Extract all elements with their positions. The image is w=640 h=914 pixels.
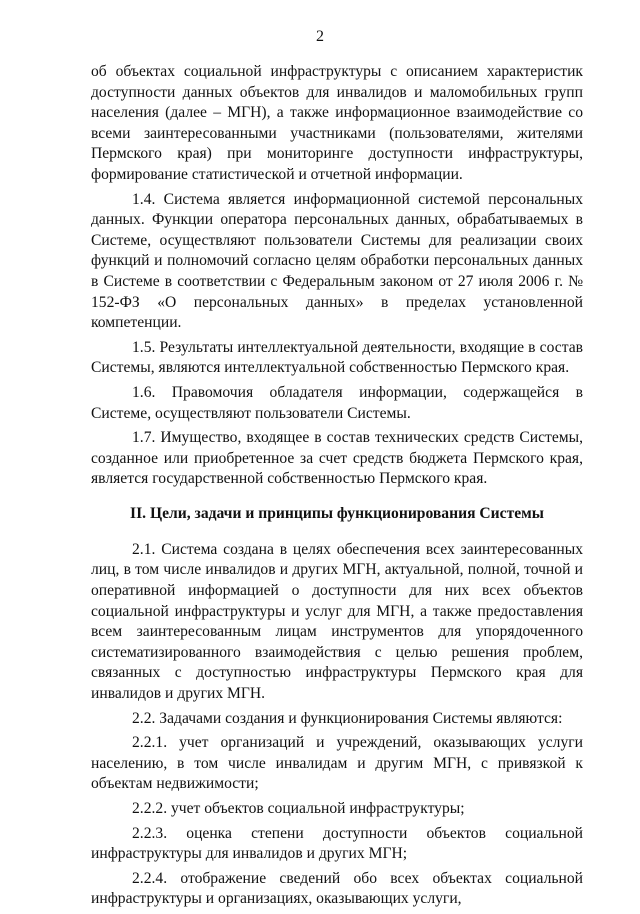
paragraph-2-2-1: 2.2.1. учет организаций и учреждений, оказывающих услуги населению, в том числе инвалидам и другим МГН, с привязкой к объектам недвижимости;	[91, 734, 583, 793]
document-body	[91, 62, 583, 914]
paragraph-continuation: об объектах социальной инфраструктуры с описанием характеристик доступности данных объектов для инвалидов и маломобильных групп населения (далее – МГН), а также информационное взаимодействие со всеми заинтересованными участниками (пользователями, жителями Пермского края) при мониторинге доступности инфраструктуры, формирование статистической и отчетной информации.	[91, 63, 583, 183]
page-number: 2	[316, 28, 324, 45]
paragraph-2-2-2: 2.2.2. учет объектов социальной инфраструктуры;	[132, 800, 465, 817]
paragraph-2-2-3: 2.2.3. оценка степени доступности объектов социальной инфраструктуры для инвалидов и других МГН;	[91, 824, 583, 863]
section-heading: II. Цели, задачи и принципы функционирования Системы	[130, 504, 544, 522]
paragraph-1-4: 1.4. Система является информационной системой персональных данных. Функции оператора персональных данных, обрабатываемых в Системе, осуществляют пользователи Системы для реализации своих функций и полномочий согласно целям обработки персональных данных в Системе в соответствии с Федеральным законом от 27 июля 2006 г. № 152-ФЗ «О персональных данных» в пределах установленной компетенции.	[91, 190, 583, 332]
paragraph-2-1: 2.1. Система создана в целях обеспечения всех заинтересованных лиц, в том числе инвалидов и других МГН, актуальной, полной, точной и оперативной информацией о доступности для них всех объектов социальной инфраструктуры и услуг для МГН, а также предоставления всем заинтересованным лицам инструментов для упорядоченного систематизированного взаимодействия с целью решения проблем, связанных с доступностью инфраструктуры Пермского края для инвалидов и других МГН.	[91, 540, 583, 703]
paragraph-1-5: 1.5. Результаты интеллектуальной деятельности, входящие в состав Системы, являются интеллектуальной собственностью Пермского края.	[91, 338, 583, 377]
paragraph-2-2: 2.2. Задачами создания и функционирования Системы являются:	[132, 709, 563, 727]
paragraph-2-2-4: 2.2.4. отображение сведений обо всех объектах социальной инфраструктуры и организациях, оказывающих услуги,	[91, 869, 583, 908]
paragraph-1-6: 1.6. Правомочия обладателя информации, содержащейся в Системе, осуществляют пользователи Системы.	[91, 383, 583, 422]
paragraph-1-7: 1.7. Имущество, входящее в состав технических средств Системы, созданное или приобретенное за счет средств бюджета Пермского края, является государственной собственностью Пермского края.	[91, 429, 583, 488]
